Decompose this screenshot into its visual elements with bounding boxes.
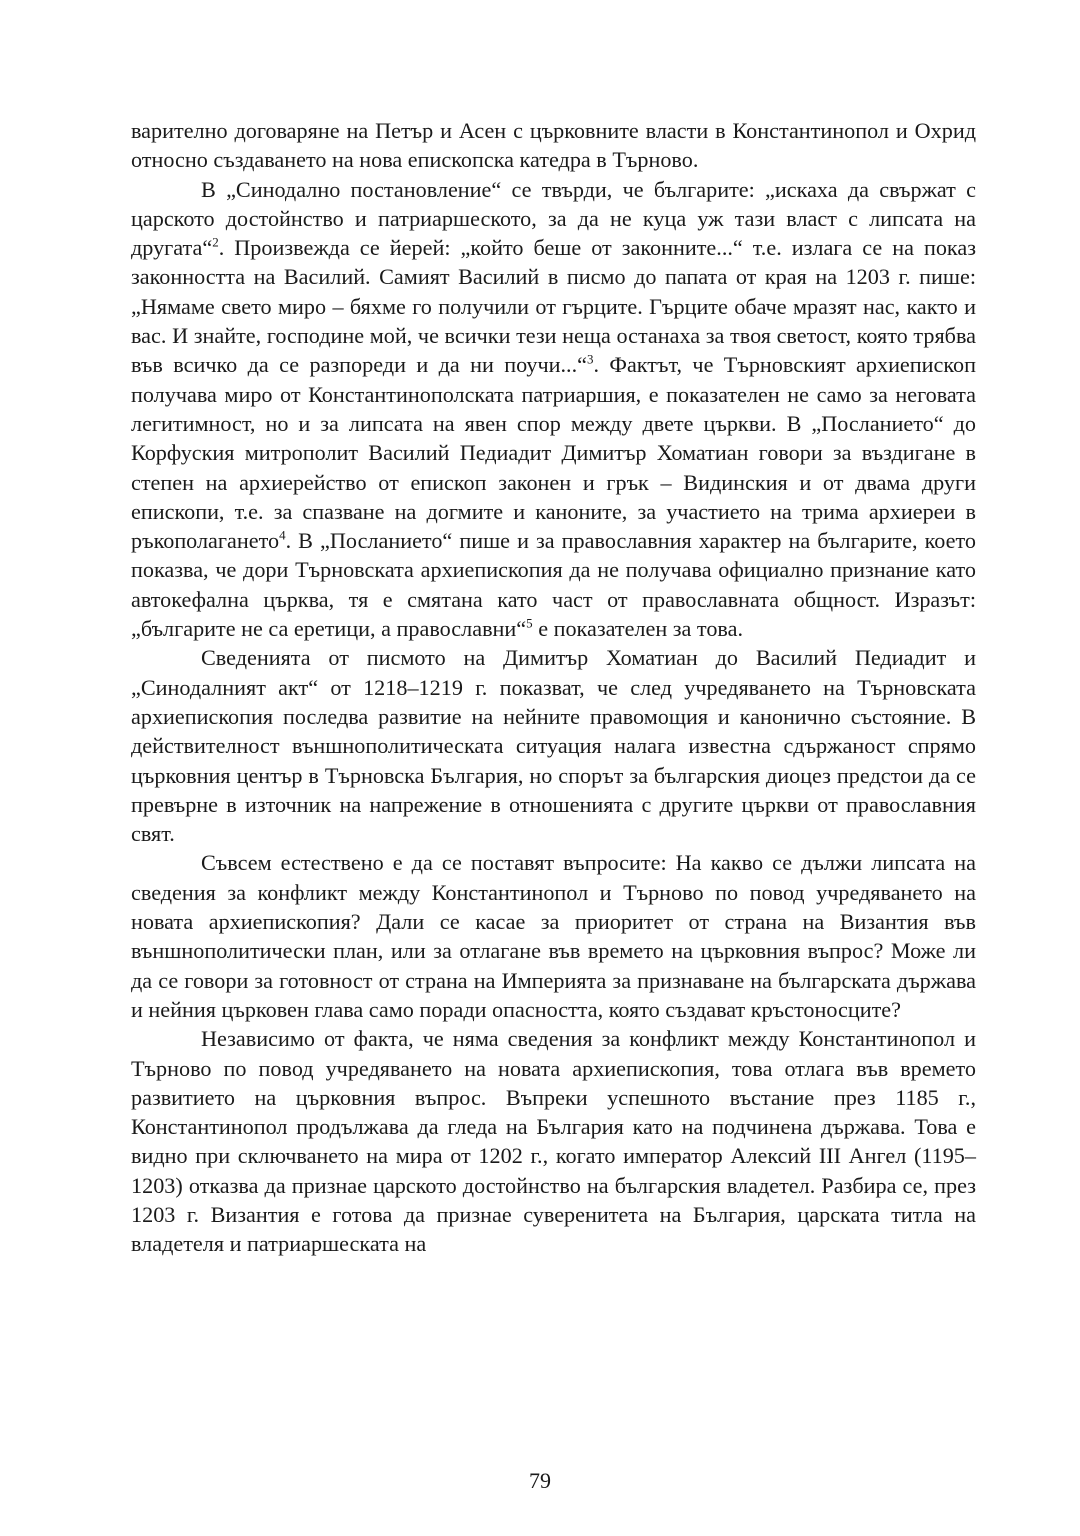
page-body <box>131 116 976 1259</box>
paragraph-text: Съвсем естествено е да се поставят въпросите: На какво се дължи липсата на сведения за конфликт между Константинопол и Търново по повод учредяването на новата архиепископия? Дали се касае за приоритет от страна на Византия във външнополитически план, или за отлагане във времето на църковния въпрос? Може ли да се говори за готовност от страна на Империята за признаване на българската държава и нейния църковен глава само поради опасността, която създават кръстоносците? <box>131 850 976 1022</box>
footnote-marker: 4 <box>279 527 286 543</box>
paragraph-text: . Фактът, че Търновският архиепископ получава миро от Константинополската патриаршия, е показателен не само за неговата легитимност, но и за липсата на явен спор между двете църкви. В „Посланието“ до Корфуския митрополит Василий Педиадит Димитър Хоматиан говори за въздигане в степен на архиерейство от епископ законен и грък – Видинския и от двама други епископи, т.е. за спазване на догмите и каноните, за участието на трима архиереи в ръкополагането <box>131 352 976 554</box>
paragraph-text: е показателен за това. <box>532 616 743 642</box>
footnote-marker: 3 <box>587 351 594 367</box>
page-number: 79 <box>529 1468 551 1493</box>
paragraph-text: варително договаряне на Петър и Асен с църковните власти в Константинопол и Охрид относно създаването на нова епископска катедра в Търново. <box>131 118 976 173</box>
paragraph-text: . Произвежда се йерей: „който беше от законните...“ т.е. излага се на показ законността на Василий. Самият Василий в писмо до папата от края на 1203 г. пише: „Нямаме свето миро – бяхме го получили от гърците. Гърците обаче мразят нас, както и вас. И знайте, господине мой, че всички тези неща останаха за твоя светост, която трябва във всичко да се разпореди и да ни поучи...“ <box>131 235 976 378</box>
paragraph-text: В „Синодално постановление“ се твърди, че българите: „искаха да свържат с царското достойнство и патриаршеското, за да не куца уж тази власт с липсата на другата“ <box>131 176 976 261</box>
paragraph-text: Независимо от факта, че няма сведения за конфликт между Константинопол и Търново по повод учредяването на новата архиепископия, това отлага във времето развитието на църковния въпрос. Въпреки успешното въстание през 1185 г., Константинопол продължава да гледа на България като на подчинена държава. Това е видно при сключването на мира от 1202 г., когато император Алексий III Ангел (1195–1203) отказва да признае царското достойнство на българския владетел. Разбира се, през 1203 г. Византия е готова да признае суверенитета на България, царската титла на владетеля и патриаршеската на <box>131 1026 976 1257</box>
paragraph-text: . В „Посланието“ пише и за православния характер на българите, което показва, че дори Търновската архиепископия да не получава официално признание като автокефална църква, тя е смятана като част от православната общност. Изразът: „българите не са еретици, а православни“ <box>131 528 976 642</box>
footnote-marker: 2 <box>212 234 219 250</box>
footnote-marker: 5 <box>526 615 533 631</box>
paragraph <box>131 848 976 1024</box>
paragraph <box>131 643 976 848</box>
paragraph <box>131 1024 976 1258</box>
paragraph <box>131 175 976 644</box>
paragraph-text: Сведенията от писмото на Димитър Хоматиан до Василий Педиадит и „Синодалният акт“ от 1218–1219 г. показват, че след учредяването на Търновската архиепископия последва развитие на нейните правомощия и канонично състояние. В действителност външнополитическата ситуация налага известна сдържаност спрямо църковния център в Търновска България, но спорът за българския диоцез предстои да се превърне в източник на напрежение в отношенията с другите църкви от православния свят. <box>131 645 976 847</box>
paragraph <box>131 116 976 175</box>
